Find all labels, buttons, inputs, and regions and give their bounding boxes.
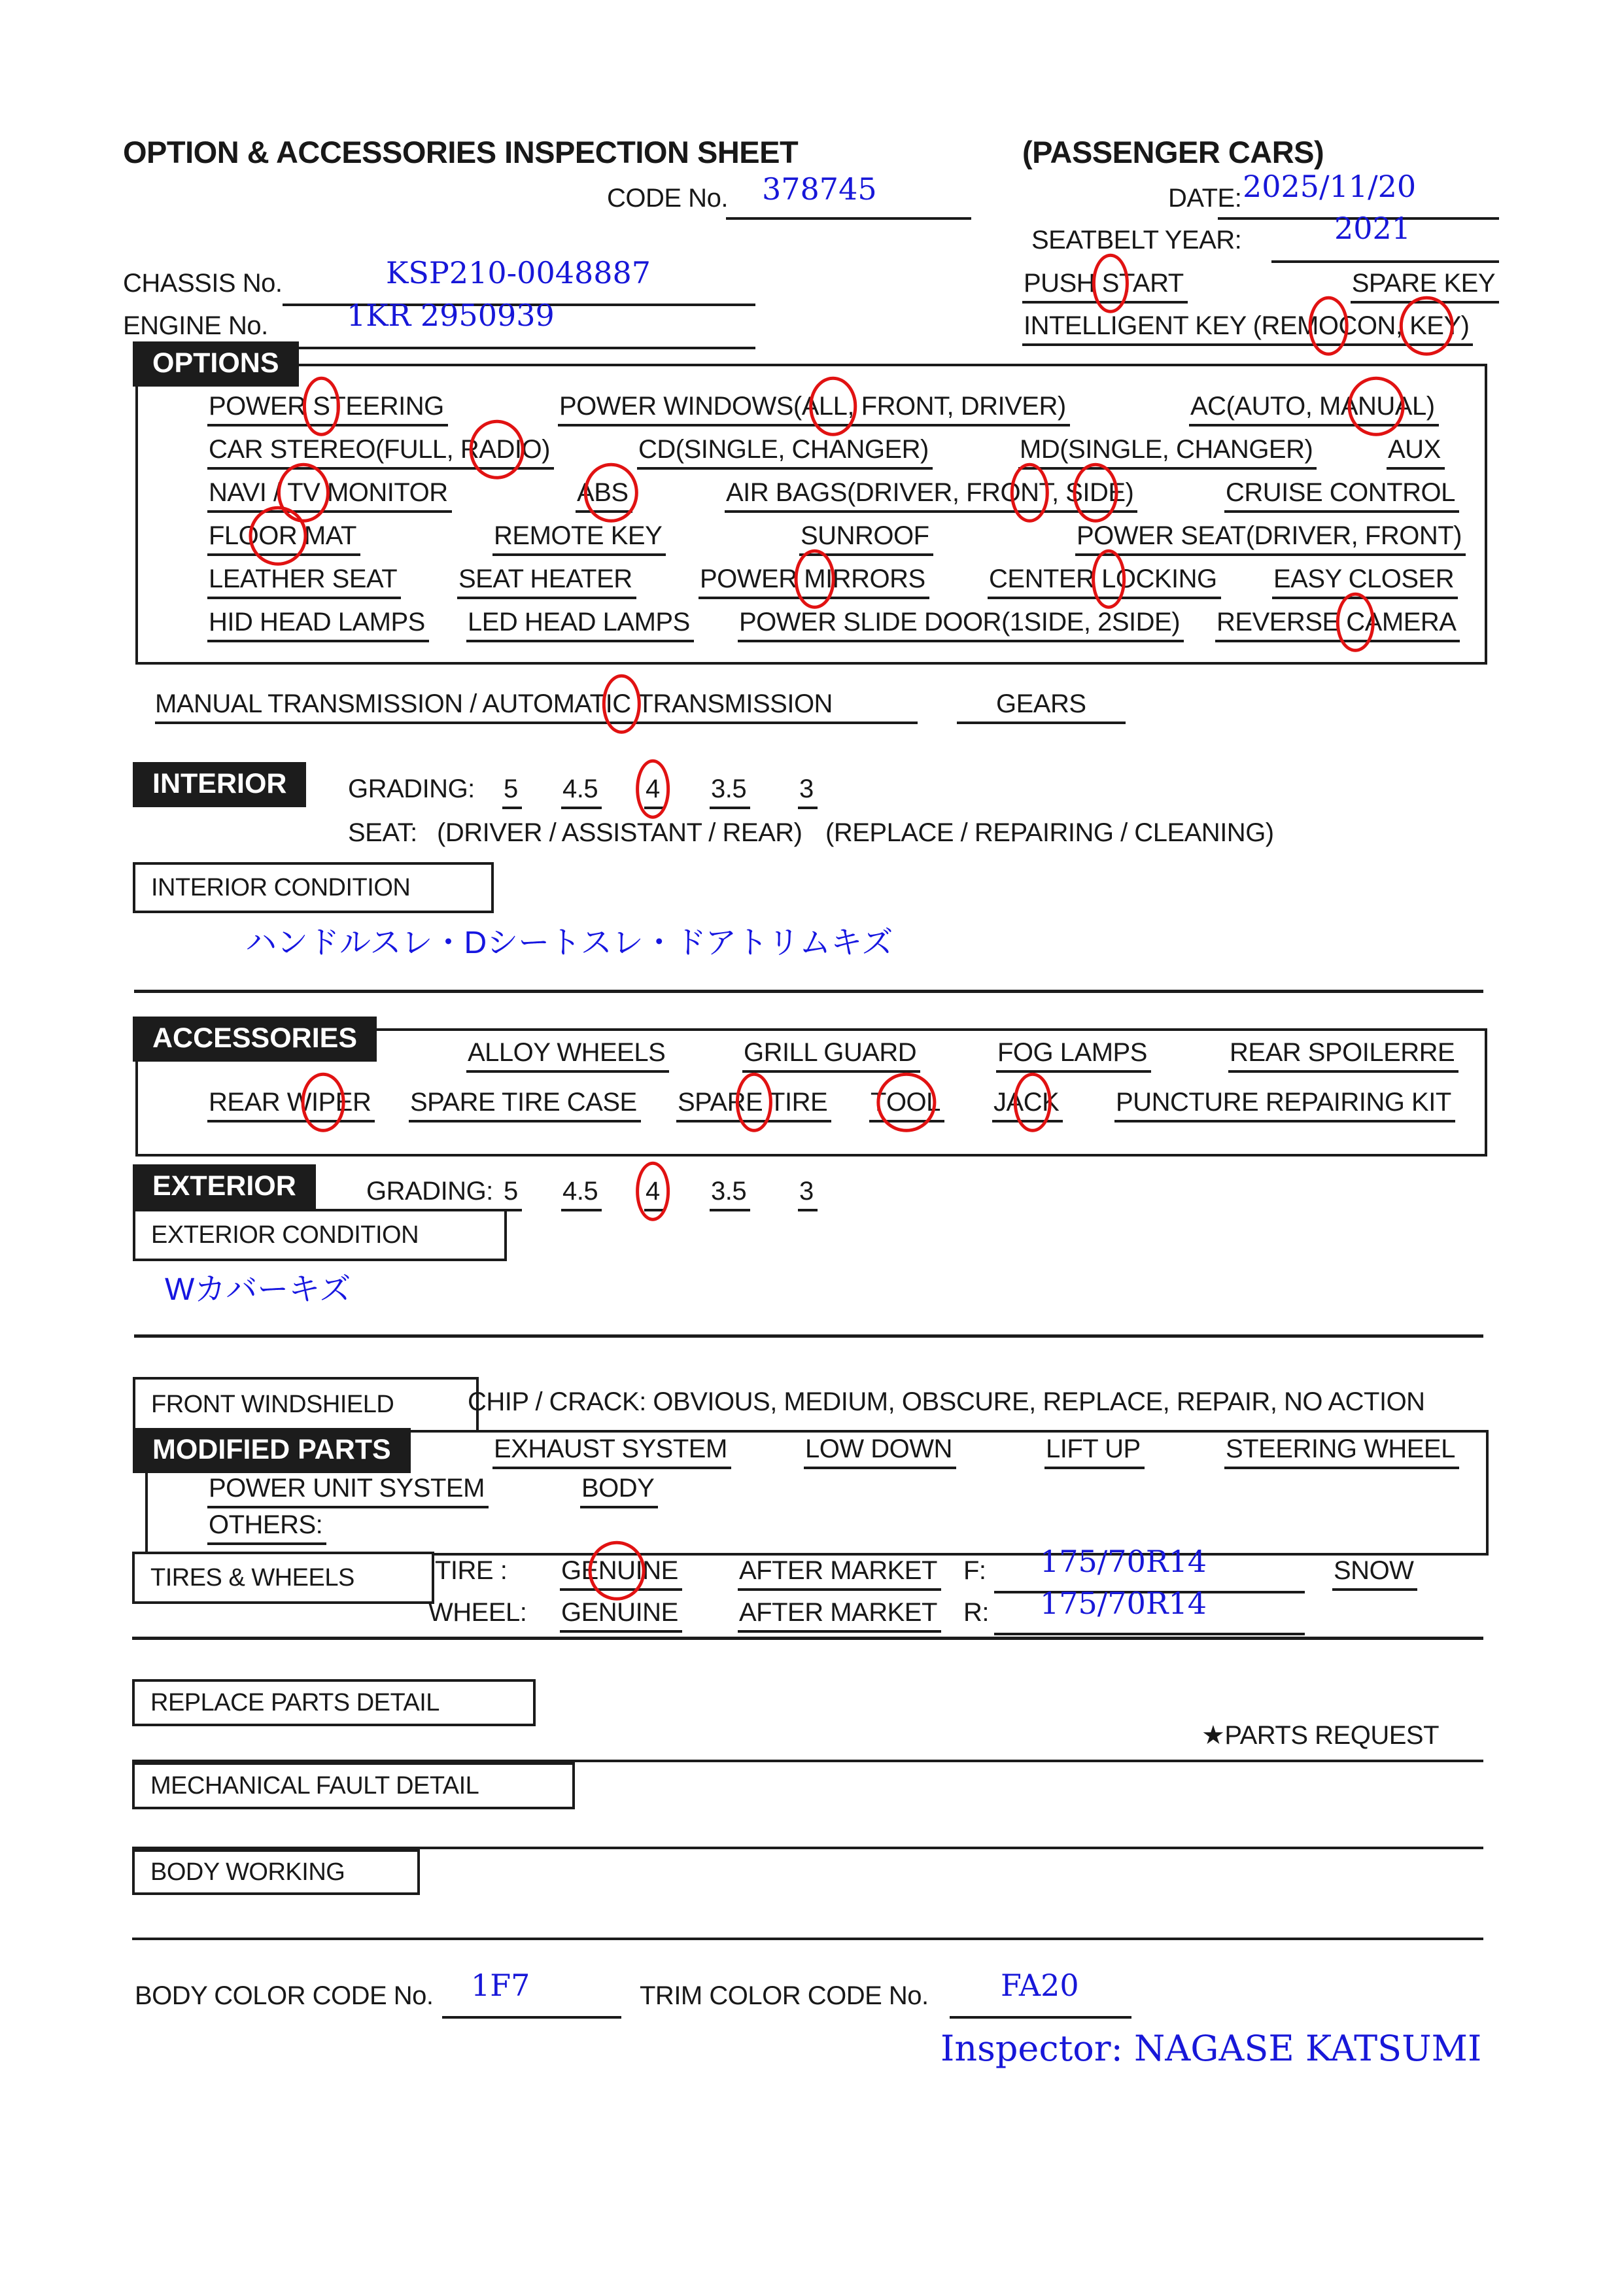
- automatic-transmission-circle-mark: C: [612, 689, 631, 718]
- engine-no-label: ENGINE No.: [123, 311, 268, 340]
- trim-color-underline: [950, 2016, 1131, 2019]
- accessory-jack: JACK: [992, 1087, 1063, 1122]
- key-circle-mark: KE: [1409, 311, 1444, 340]
- engine-no-value: 1KR 2950939: [347, 298, 555, 333]
- spare-key-item: SPARE KEY: [1351, 268, 1499, 304]
- remocon-circle-mark: O: [1318, 311, 1339, 340]
- tire-rear-label: R:: [963, 1598, 989, 1627]
- accessory-rear-wiper: REAR WIPER: [207, 1087, 375, 1122]
- push-start-item: PUSH START: [1022, 268, 1188, 304]
- option-power-seat: POWER SEAT(DRIVER, FRONT): [1075, 521, 1466, 556]
- page-subtitle: (PASSENGER CARS): [1022, 135, 1324, 169]
- exterior-grade-4-5: 4.5: [561, 1176, 602, 1211]
- modified-parts-section-label: MODIFIED PARTS: [133, 1428, 411, 1473]
- option-sunroof: SUNROOF: [799, 521, 933, 556]
- accessory-spare-tire: SPARE TIRE: [676, 1087, 831, 1122]
- wheel-genuine: GENUINE: [560, 1597, 682, 1633]
- center-locking-circle-mark: L: [1101, 565, 1116, 593]
- reverse-camera-circle-mark: C: [1346, 608, 1365, 636]
- floor-mat-circle-mark: OR: [258, 521, 298, 550]
- interior-grade-4: [644, 774, 664, 809]
- option-reverse-camera: REVERSE CAMERA: [1215, 607, 1460, 642]
- exterior-condition-note: Wカバーキズ: [165, 1272, 351, 1307]
- interior-grade-5: 5: [502, 774, 522, 809]
- option-seat-heater: SEAT HEATER: [457, 564, 636, 599]
- interior-grade-4-5: 4.5: [561, 774, 602, 809]
- chip-crack-options: CHIP / CRACK: OBVIOUS, MEDIUM, OBSCURE, REPLACE, REPAIR, NO ACTION: [468, 1387, 1425, 1416]
- accessory-fog-lamps: FOG LAMPS: [996, 1037, 1151, 1073]
- exterior-section-label: EXTERIOR: [133, 1164, 316, 1209]
- trim-color-code-label: TRIM COLOR CODE No.: [640, 1981, 929, 2010]
- modified-others-label: OTHERS:: [207, 1510, 326, 1545]
- option-abs: ABS: [576, 478, 632, 513]
- option-navi-tv-monitor: NAVI / TV MONITOR: [207, 478, 452, 513]
- date-value: 2025/11/20: [1243, 169, 1417, 204]
- accessory-spare-tire-case: SPARE TIRE CASE: [409, 1087, 641, 1122]
- transmission-item: MANUAL TRANSMISSION / AUTOMATIC TRANSMISSION: [155, 689, 918, 724]
- seatbelt-year-value: 2021: [1334, 211, 1411, 246]
- tire-after-market: AFTER MARKET: [738, 1556, 941, 1591]
- modified-body: BODY: [580, 1473, 658, 1508]
- modified-steering-wheel: STEERING WHEEL: [1224, 1434, 1459, 1469]
- option-leather-seat: LEATHER SEAT: [207, 564, 401, 599]
- accessories-section-label: ACCESSORIES: [133, 1017, 377, 1062]
- tire-front-label: F:: [963, 1556, 986, 1585]
- option-md: MD(SINGLE, CHANGER): [1018, 434, 1317, 470]
- chassis-no-label: CHASSIS No.: [123, 269, 283, 298]
- seatbelt-year-underline: [1271, 260, 1499, 263]
- jack-circle-mark: C: [1023, 1088, 1043, 1117]
- inspector-signature: Inspector: NAGASE KATSUMI: [940, 2028, 1482, 2069]
- code-no-underline: [726, 217, 971, 220]
- code-no-value: 378745: [762, 171, 877, 207]
- abs-circle-mark: BS: [594, 478, 629, 507]
- interior-condition-note: ハンドルスレ・Dシートスレ・ドアトリムキズ: [245, 926, 893, 960]
- exterior-condition-box: EXTERIOR CONDITION: [133, 1209, 507, 1261]
- exterior-grade-3-5: 3.5: [710, 1176, 750, 1211]
- airbag-side-circle-mark: ID: [1082, 478, 1109, 507]
- replace-parts-detail-box: REPLACE PARTS DETAIL: [132, 1679, 536, 1726]
- exterior-grade-5: 5: [502, 1176, 522, 1211]
- spare-tire-circle-mark: E: [745, 1088, 763, 1117]
- exterior-grade-4: [644, 1176, 664, 1211]
- option-power-steering: POWER STEERING: [207, 391, 448, 426]
- chassis-no-value: KSP210-0048887: [386, 255, 651, 290]
- front-windshield-box: FRONT WINDSHIELD: [133, 1377, 479, 1433]
- navi-tv-circle-mark: TV: [287, 478, 320, 507]
- tires-wheels-box: TIRES & WHEELS: [132, 1552, 434, 1604]
- rear-wiper-circle-mark: IP: [311, 1088, 336, 1117]
- options-section-label: OPTIONS: [133, 341, 299, 387]
- interior-condition-box: INTERIOR CONDITION: [133, 862, 494, 913]
- separator-6: [132, 1938, 1483, 1940]
- interior-grading-label: GRADING:: [348, 774, 475, 803]
- interior-section-label: INTERIOR: [133, 762, 306, 807]
- intelligent-key-item: INTELLIGENT KEY (REMOCON, KEY): [1022, 311, 1473, 346]
- option-cruise-control: CRUISE CONTROL: [1224, 478, 1459, 513]
- separator-2: [134, 1334, 1483, 1338]
- interior-grade-3: 3: [798, 774, 818, 809]
- wheel-after-market: AFTER MARKET: [738, 1597, 941, 1633]
- mechanical-fault-detail-box: MECHANICAL FAULT DETAIL: [132, 1762, 575, 1809]
- tire-genuine-circle-mark: NU: [598, 1556, 636, 1585]
- seat-positions: (DRIVER / ASSISTANT / REAR): [437, 818, 802, 847]
- body-color-code-label: BODY COLOR CODE No.: [135, 1981, 434, 2010]
- exterior-grade-4-circle-mark: 4: [646, 1177, 660, 1206]
- interior-grade-3-5: 3.5: [710, 774, 750, 809]
- option-floor-mat: FLOOR MAT: [207, 521, 360, 556]
- modified-low-down: LOW DOWN: [804, 1434, 956, 1469]
- option-easy-closer: EASY CLOSER: [1272, 564, 1458, 599]
- modified-exhaust-system: EXHAUST SYSTEM: [492, 1434, 731, 1469]
- exterior-grade-3: 3: [798, 1176, 818, 1211]
- interior-grade-4-circle-mark: 4: [646, 774, 660, 803]
- tire-genuine: GENUINE: [560, 1556, 682, 1591]
- date-label: DATE:: [1168, 184, 1242, 213]
- separator-1: [134, 990, 1483, 993]
- option-power-slide-door: POWER SLIDE DOOR(1SIDE, 2SIDE): [738, 607, 1184, 642]
- option-power-mirrors: POWER MIRRORS: [699, 564, 929, 599]
- tire-rear-underline: [994, 1633, 1305, 1635]
- modified-power-unit-system: POWER UNIT SYSTEM: [207, 1473, 489, 1508]
- separator-3: [132, 1637, 1483, 1640]
- airbag-front-circle-mark: N: [1020, 478, 1039, 507]
- gears-label: GEARS: [957, 689, 1126, 724]
- parts-request-label: ★PARTS REQUEST: [1201, 1721, 1439, 1750]
- tire-label: TIRE :: [435, 1556, 508, 1585]
- trim-color-value: FA20: [1001, 1968, 1079, 2003]
- body-color-underline: [442, 2016, 621, 2019]
- wheel-label: WHEEL:: [428, 1598, 527, 1627]
- tire-snow: SNOW: [1332, 1556, 1417, 1591]
- option-air-bags: AIR BAGS(DRIVER, FRONT, SIDE): [725, 478, 1137, 513]
- option-remote-key: REMOTE KEY: [492, 521, 666, 556]
- tool-circle-mark: OO: [886, 1088, 927, 1117]
- option-hid-head-lamps: HID HEAD LAMPS: [207, 607, 429, 642]
- code-no-label: CODE No.: [607, 184, 728, 213]
- ac-manual-circle-mark: NU: [1358, 392, 1395, 421]
- body-color-value: 1F7: [471, 1968, 530, 2003]
- accessory-grill-guard: GRILL GUARD: [742, 1037, 920, 1073]
- engine-no-underline: [273, 347, 755, 349]
- page-title: OPTION & ACCESSORIES INSPECTION SHEET: [123, 135, 799, 169]
- body-working-box: BODY WORKING: [132, 1849, 420, 1895]
- accessory-puncture-kit: PUNCTURE REPAIRING KIT: [1114, 1087, 1455, 1122]
- car-stereo-radio-circle-mark: AD: [479, 435, 515, 464]
- tire-rear-value: 175/70R14: [1040, 1586, 1207, 1621]
- option-cd: CD(SINGLE, CHANGER): [637, 434, 933, 470]
- accessory-rear-spoiler: REAR SPOILERRE: [1228, 1037, 1458, 1073]
- accessory-alloy-wheels: ALLOY WHEELS: [466, 1037, 669, 1073]
- seat-label: SEAT:: [348, 818, 417, 847]
- option-center-locking: CENTER LOCKING: [988, 564, 1221, 599]
- push-start-circle-mark: S: [1101, 269, 1119, 298]
- power-windows-all-circle-mark: LL: [818, 392, 848, 421]
- option-aux: AUX: [1387, 434, 1445, 470]
- modified-lift-up: LIFT UP: [1044, 1434, 1145, 1469]
- accessory-tool: TOOL: [869, 1087, 944, 1122]
- option-car-stereo: CAR STEREO(FULL, RADIO): [207, 434, 554, 470]
- exterior-grading-label: GRADING:: [366, 1177, 493, 1206]
- option-led-head-lamps: LED HEAD LAMPS: [466, 607, 694, 642]
- tire-front-value: 175/70R14: [1040, 1544, 1207, 1579]
- seatbelt-year-label: SEATBELT YEAR:: [1031, 226, 1242, 254]
- seat-actions: (REPLACE / REPAIRING / CLEANING): [825, 818, 1274, 847]
- option-ac: AC(AUTO, MANUAL): [1189, 391, 1439, 426]
- power-mirrors-circle-mark: M: [804, 565, 826, 593]
- power-steering-circle-mark: S: [313, 392, 330, 421]
- option-power-windows: POWER WINDOWS(ALL, FRONT, DRIVER): [558, 391, 1070, 426]
